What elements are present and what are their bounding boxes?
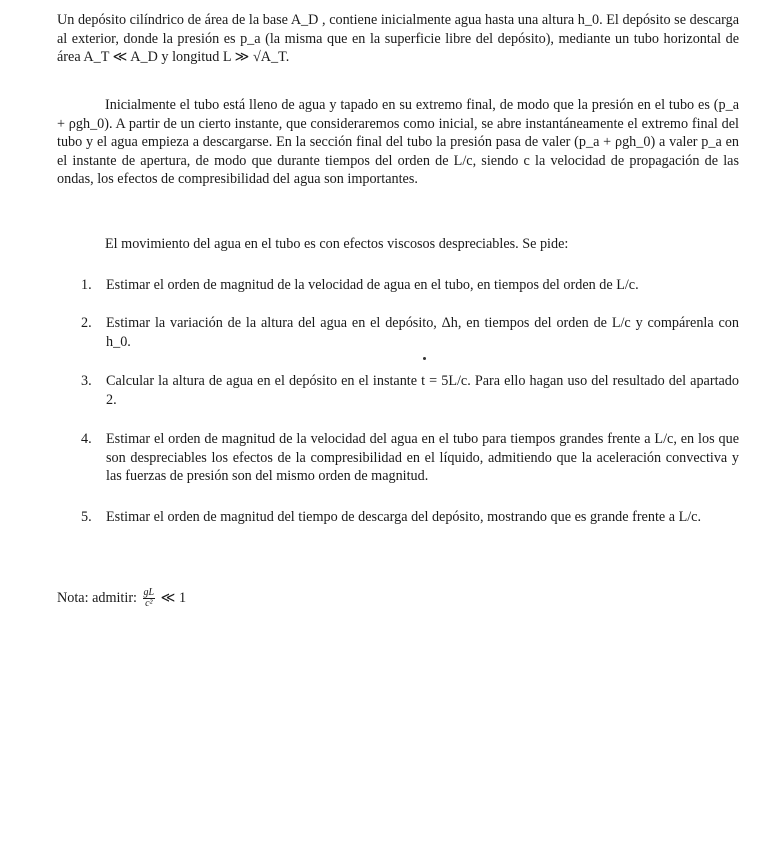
question-text: Estimar el orden de magnitud de la velocidad del agua en el tubo para tiempos grandes frente a L/c, en los que son despreciables los efectos de la compresibilidad en el líquido, admitiendo que la aceleración convectiva y las fuerzas de presión son del mismo orden de magnitud. [106,431,739,484]
question-4 [81,430,739,486]
question-text: Estimar el orden de magnitud del tiempo de descarga del depósito, mostrando que es grande frente a L/c. [106,509,702,525]
nota-relation: ≪ 1 [160,589,187,606]
fraction-denominator: c² [145,598,153,609]
question-number: 1. [81,277,92,293]
question-text: Calcular la altura de agua en el depósito en el instante t = 5L/c. Para ello hagan uso del resultado del apartado 2. [106,373,739,408]
paragraph-se-pide: El movimiento del agua en el tubo es con efectos viscosos despreciables. Se pide: [105,236,569,252]
question-number: 4. [81,431,92,447]
nota-fraction [143,588,156,609]
question-2 [81,314,739,351]
question-3 [81,372,739,409]
question-5 [81,508,739,527]
question-number: 2. [81,315,92,331]
question-text: Estimar la variación de la altura del agua en el depósito, Δh, en tiempos del orden de L/c y compárenla con h_0. [106,315,739,350]
fraction-numerator: gL [143,587,155,598]
paragraph-initial-conditions: Inicialmente el tubo está lleno de agua y tapado en su extremo final, de modo que la presión en el tubo es (p_a + ρgh_0). A partir de un cierto instante, que consideraremos como inicial, se abre instantáneamente el extremo final del tubo y el agua empieza a descargarse. En la sección final del tubo la presión pasa de valer (p_a + ρgh_0) a valer p_a en el instante de apertura, de modo que durante tiempos del orden de L/c, siendo c la velocidad de propagación de las ondas, los efectos de compresibilidad del agua son importantes. [57,97,739,187]
question-1 [81,276,739,295]
paragraph-intro: Un depósito cilíndrico de área de la base A_D , contiene inicialmente agua hasta una altura h_0. El depósito se descarga al exterior, donde la presión es p_a (la misma que en la superficie libre del depósito), mediante un tubo horizontal de área A_T ≪ A_D y longitud L ≫ √A_T. [57,12,739,65]
question-number: 5. [81,509,92,525]
nota-label: Nota: admitir: [57,589,137,606]
question-number: 3. [81,373,92,389]
stray-mark [423,357,426,360]
question-text: Estimar el orden de magnitud de la velocidad de agua en el tubo, en tiempos del orden de L/c. [106,277,639,293]
nota [57,588,186,609]
